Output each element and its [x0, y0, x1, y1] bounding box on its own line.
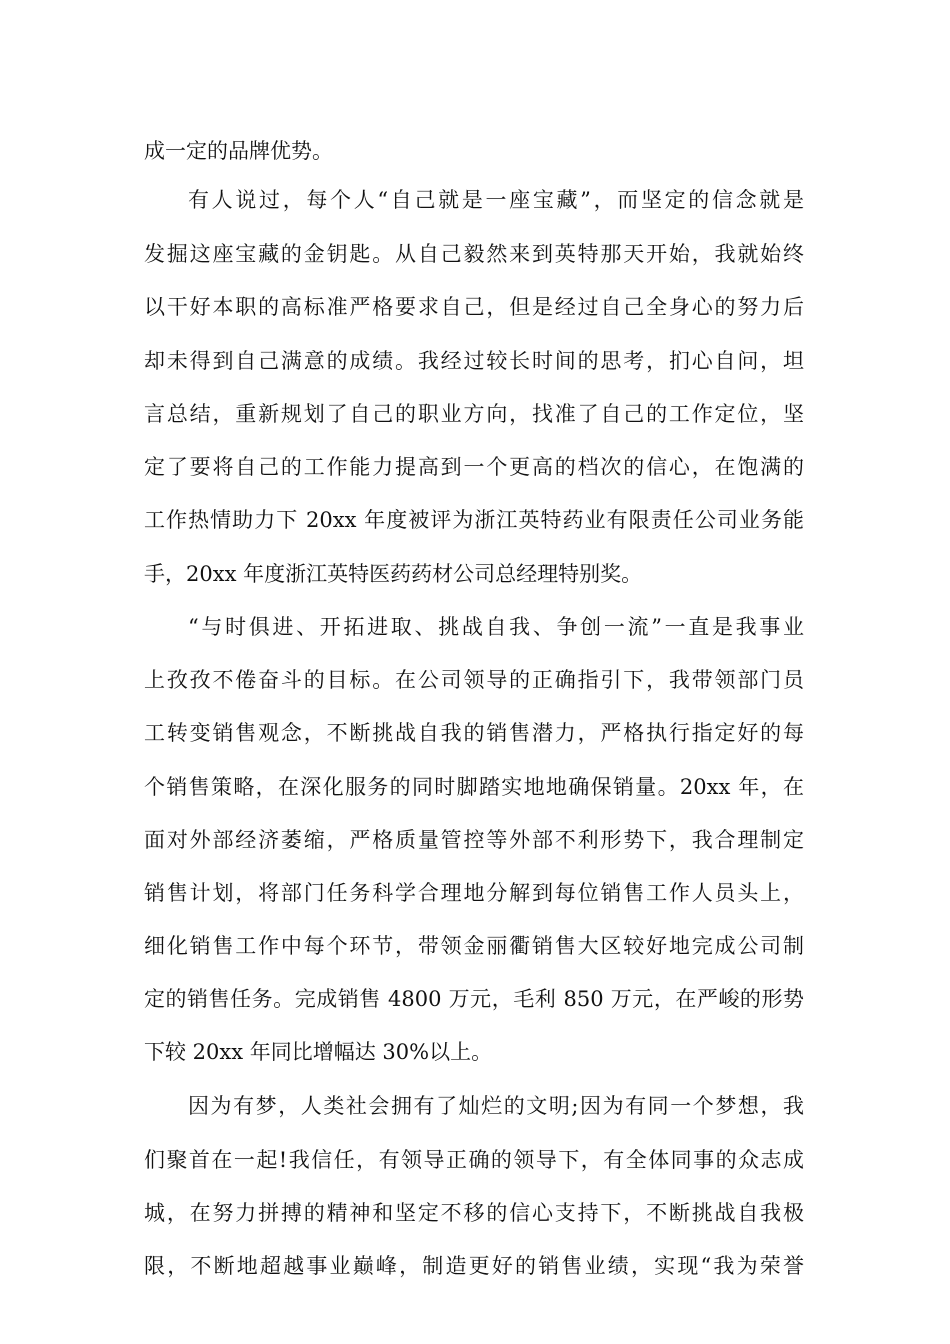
paragraph-line: “与时俱进、开拓进取、挑战自我、争创一流”一直是我事业: [188, 615, 804, 639]
paragraph-line: 细化销售工作中每个环节，带领金丽衢销售大区较好地完成公司制: [144, 934, 804, 958]
paragraph-line: 城，在努力拼搏的精神和坚定不移的信心支持下，不断挑战自我极: [144, 1201, 804, 1225]
paragraph-line: 言总结，重新规划了自己的职业方向，找准了自己的工作定位，坚: [144, 402, 804, 426]
paragraph-line: 下较 20xx 年同比增幅达 30%以上。: [144, 1040, 493, 1064]
paragraph-line: 限，不断地超越事业巅峰，制造更好的销售业绩，实现“我为荣誉: [144, 1254, 804, 1278]
paragraph-line: 却未得到自己满意的成绩。我经过较长时间的思考，扪心自问，坦: [144, 349, 804, 373]
paragraph-line: 有人说过，每个人“自己就是一座宝藏”，而坚定的信念就是: [188, 188, 804, 212]
paragraph-line: 上孜孜不倦奋斗的目标。在公司领导的正确指引下，我带领部门员: [144, 668, 804, 692]
paragraph-line: 工作热情助力下 20xx 年度被评为浙江英特药业有限责任公司业务能: [144, 508, 804, 532]
paragraph-line: 因为有梦，人类社会拥有了灿烂的文明;因为有同一个梦想，我: [188, 1094, 804, 1118]
paragraph-line: 定了要将自己的工作能力提高到一个更高的档次的信心，在饱满的: [144, 455, 804, 479]
paragraph-line: 成一定的品牌优势。: [144, 139, 333, 163]
paragraph-line: 工转变销售观念，不断挑战自我的销售潜力，严格执行指定好的每: [144, 721, 804, 745]
paragraph-line: 个销售策略，在深化服务的同时脚踏实地地确保销量。20xx 年，在: [144, 775, 804, 799]
paragraph-line: 手，20xx 年度浙江英特医药药材公司总经理特别奖。: [144, 562, 643, 586]
paragraph-line: 面对外部经济萎缩，严格质量管控等外部不利形势下，我合理制定: [144, 828, 804, 852]
paragraph-line: 发掘这座宝藏的金钥匙。从自己毅然来到英特那天开始，我就始终: [144, 242, 804, 266]
paragraph-line: 以干好本职的高标准严格要求自己，但是经过自己全身心的努力后: [144, 295, 804, 319]
paragraph-line: 定的销售任务。完成销售 4800 万元，毛利 850 万元，在严峻的形势: [144, 987, 804, 1011]
paragraph-line: 们聚首在一起!我信任，有领导正确的领导下，有全体同事的众志成: [144, 1148, 804, 1172]
paragraph-line: 销售计划，将部门任务科学合理地分解到每位销售工作人员头上，: [144, 881, 804, 905]
